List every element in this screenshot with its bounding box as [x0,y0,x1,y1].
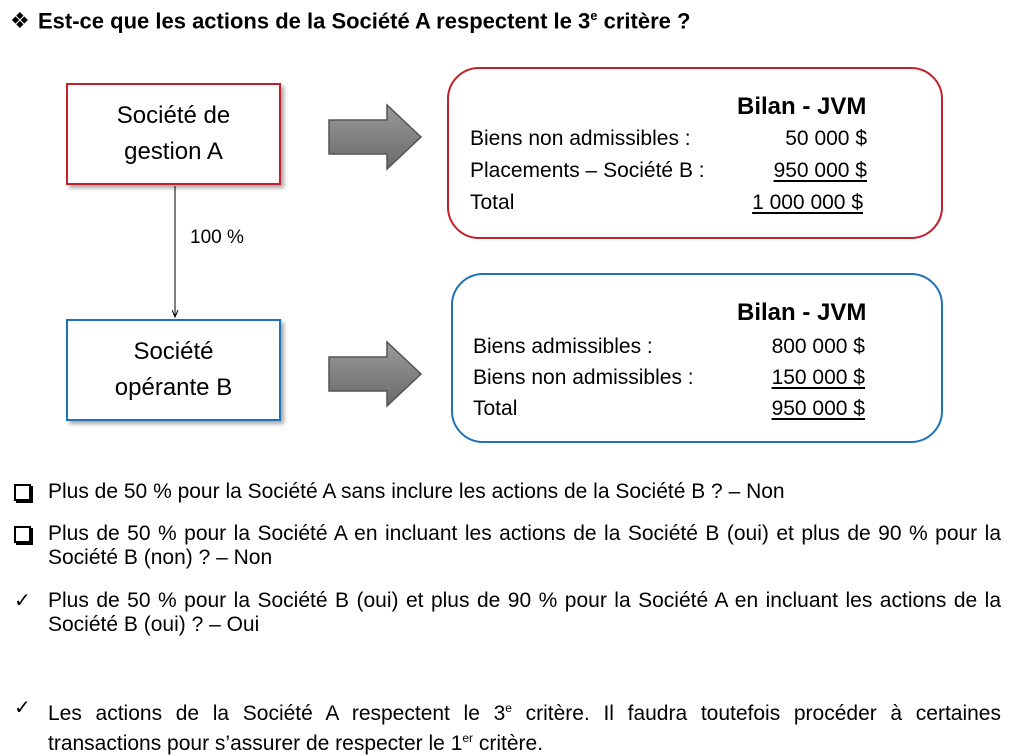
balance-sheet-title: Bilan - JVM [737,93,867,120]
balance-row-label: Placements – Société B : [470,159,705,182]
balance-row-label: Total [473,397,518,420]
company-a-line1: Société de [116,102,231,129]
title-text-end: critère ? [597,8,691,34]
company-a-box [66,83,281,185]
ownership-connector-arrow [172,186,182,320]
right-arrow-icon [327,340,427,410]
balance-total-value: 1 000 000 $ [752,191,863,214]
conclusion-superscript: er [462,731,474,745]
ownership-percentage-label: 100 % [190,227,244,248]
question-text: Plus de 50 % pour la Société A en incluant les actions de la Société B (oui) et plus de 90 % pour la Société B (non) ? – Non [48,522,1001,569]
title-superscript: e [590,8,598,23]
balance-row-label: Biens non admissibles : [470,127,691,150]
right-arrow-icon [327,103,427,173]
question-text: Plus de 50 % pour la Société B (oui) et plus de 90 % pour la Société A en incluant les actions de la Société B (oui) ? – Oui [48,589,1001,636]
balance-row-value: 50 000 $ [785,127,867,150]
conclusion-text [48,696,1001,756]
question-text: Plus de 50 % pour la Société A sans inclure les actions de la Société B ? – Non [48,480,785,503]
balance-sheet-title: Bilan - JVM [737,299,867,326]
balance-row-value: 800 000 $ [771,335,865,358]
conclusion-part: critère. [473,732,544,755]
balance-row-label: Biens non admissibles : [473,366,694,389]
balance-sheet-a [447,67,943,239]
company-a-line2: gestion A [124,138,223,165]
company-b-line1: Société [133,338,214,365]
checkmark-icon: ✓ [14,697,31,719]
company-b-line2: opérante B [114,374,233,401]
checkmark-icon: ✓ [14,590,31,612]
balance-row-label: Biens admissibles : [473,335,653,358]
company-b-box [66,319,281,421]
diamond-bullet-icon: ❖ [10,8,30,34]
conclusion-part: critère. Il faudra toutefois procéder à certaines transactions pour s’assurer de respecter le 1 [48,702,1001,755]
slide-title [10,8,690,34]
checkbox-bullet-icon [14,484,31,501]
conclusion-superscript: e [505,701,512,715]
title-text: Est-ce que les actions de la Société A respectent le 3 [38,8,591,34]
conclusion-part: Les actions de la Société A respectent le 3 [48,702,506,725]
balance-row-label: Total [470,191,515,214]
balance-row-value: 950 000 $ [773,159,867,182]
checkbox-bullet-icon [14,526,31,543]
balance-row-value: 150 000 $ [771,366,865,389]
balance-sheet-b [451,273,943,443]
balance-total-value: 950 000 $ [771,397,865,420]
